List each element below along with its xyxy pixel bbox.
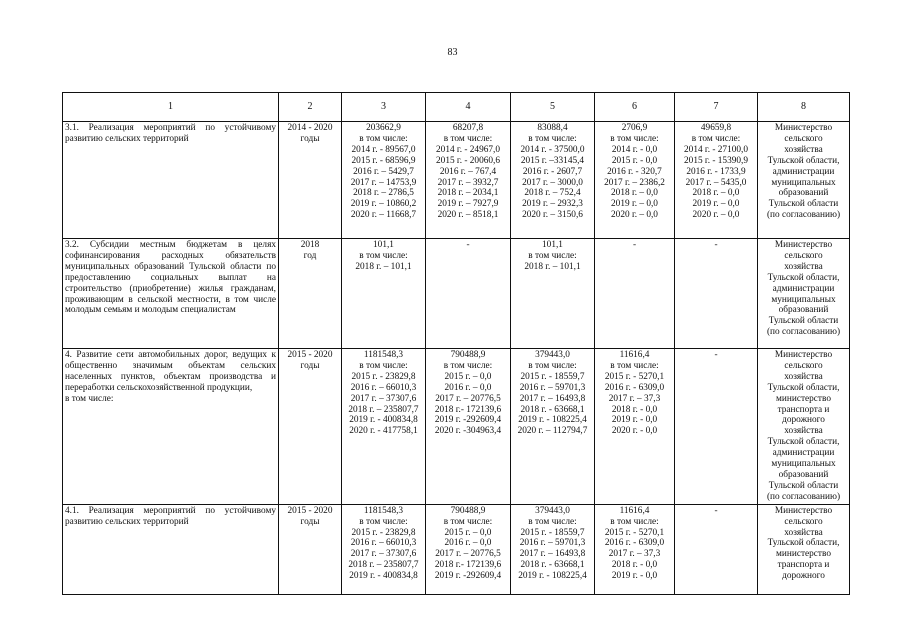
cell-line: в том числе: xyxy=(691,133,741,144)
cell-line: 2016 г. – 767,4 xyxy=(439,166,497,177)
cell-line: 2017 г. – 3932,7 xyxy=(437,177,499,188)
cell-line: 2015 г. - 23829,8 xyxy=(351,371,416,382)
cell-line: транспорта и xyxy=(777,404,830,415)
cell-line: Тульской области xyxy=(768,480,839,491)
cell-line: 2019 г. – 2932,3 xyxy=(522,199,583,210)
local-funding-cell xyxy=(595,349,675,505)
cell-line: 2017 г. – 37307,6 xyxy=(350,393,417,404)
cell-line: 2014 г. - 27100,0 xyxy=(684,144,748,155)
local-funding-cell xyxy=(595,504,675,594)
cell-line: 2017 г. – 20776,5 xyxy=(435,393,501,404)
column-header: 7 xyxy=(675,93,758,122)
cell-line: 2015 г. - 15390,9 xyxy=(684,155,748,166)
cell-line: 2015 г. - 23829,8 xyxy=(351,527,416,538)
cell-line: 2016 г. - 320,7 xyxy=(607,166,662,177)
cell-line: 1181548,3 xyxy=(363,350,404,360)
cell-line: 2020 г. – 112794,7 xyxy=(517,426,588,437)
period-cell xyxy=(279,122,342,239)
regional-funding-cell xyxy=(511,239,595,349)
column-header: 5 xyxy=(511,93,595,122)
federal-funding-cell xyxy=(426,504,511,594)
cell-line: министерство xyxy=(776,393,831,404)
cell-line: 2017 г. – 37,3 xyxy=(608,393,661,404)
cell-line: 379443,0 xyxy=(535,350,570,360)
cell-line: Министерство xyxy=(774,123,833,133)
extrabudget-funding-cell xyxy=(675,122,758,239)
cell-line: в том числе: xyxy=(443,133,493,144)
activity-name: 3.2. Субсидии местным бюджетам в целях софинансирования расходных обязательств муниципальных образований Тульской области по предоставлению социальных выплат на строительство (приобретение) жилья гражданам, проживающим в сельской местности, в том числе молодым семьям и молодым специалистам xyxy=(65,240,276,316)
cell-line: годы xyxy=(300,360,320,371)
cell-line: 2019 г. – 10860,2 xyxy=(350,199,417,210)
cell-line: 2016 г. – 66010,3 xyxy=(350,538,417,549)
cell-line: сельского xyxy=(784,133,823,144)
executor-cell xyxy=(758,122,850,239)
cell-line: 2019 г. - 108225,4 xyxy=(518,571,587,582)
cell-line: 2015 - 2020 xyxy=(287,350,333,360)
cell-line: 2018 xyxy=(300,240,320,250)
program-table xyxy=(62,92,850,595)
cell-line: 2016 г. – 5429,7 xyxy=(353,166,414,177)
cell-line: 2706,9 xyxy=(621,123,648,133)
cell-line: муниципальных xyxy=(771,177,836,188)
cell-line: 2020 г. – 8518,1 xyxy=(437,210,499,221)
cell-line: 2015 г. - 18559,7 xyxy=(520,527,585,538)
cell-line: 2018 г. – 101,1 xyxy=(355,261,412,272)
activity-name: 4.1. Реализация мероприятий по устойчивому развитию сельских территорий xyxy=(65,505,276,527)
cell-line: 2020 г. - 0,0 xyxy=(611,426,658,437)
cell-line: 2018 г. – 235807,7 xyxy=(348,404,419,415)
cell-line: хозяйства xyxy=(784,144,823,155)
cell-line: 2015 г. - 68596,9 xyxy=(351,155,416,166)
cell-line: Тульской области xyxy=(768,316,839,327)
cell-line: Тульской области, xyxy=(767,382,840,393)
cell-line: (по согласованию) xyxy=(766,491,841,502)
cell-line: 2019 г. - 0,0 xyxy=(611,571,658,582)
total-funding-cell xyxy=(342,239,426,349)
cell-line: в том числе: xyxy=(528,516,577,527)
cell-line: транспорта и xyxy=(777,560,830,571)
column-header: 4 xyxy=(426,93,511,122)
cell-line: дорожного xyxy=(782,415,825,426)
cell-line: 2020 г. – 0,0 xyxy=(692,210,740,221)
cell-line: 2018 г. – 2034,1 xyxy=(437,188,499,199)
cell-line: 2017 г. – 16493,8 xyxy=(519,549,586,560)
cell-line: хозяйства xyxy=(784,527,823,538)
cell-line: 2019 г. – 7927,9 xyxy=(437,199,499,210)
cell-line: - xyxy=(466,240,470,250)
cell-line: муниципальных xyxy=(771,294,836,305)
cell-line: Тульской области, xyxy=(767,437,840,448)
cell-line: 2018 г. - 63668,1 xyxy=(520,560,585,571)
cell-line: год xyxy=(303,250,317,261)
cell-line: 790488,9 xyxy=(450,350,486,360)
cell-line: в том числе: xyxy=(359,516,408,527)
activity-name-cell xyxy=(63,239,279,349)
cell-line: образований xyxy=(778,469,829,480)
column-header: 8 xyxy=(758,93,850,122)
column-header: 6 xyxy=(595,93,675,122)
cell-line: 2016 г. – 59701,3 xyxy=(519,538,586,549)
cell-line: 2017 г. – 3000,0 xyxy=(522,177,583,188)
cell-line: 2016 г. - 2607,7 xyxy=(522,166,583,177)
executor-cell xyxy=(758,239,850,349)
cell-line: 11616,4 xyxy=(619,505,650,516)
total-funding-cell xyxy=(342,122,426,239)
cell-line: 2014 г. - 0,0 xyxy=(611,144,658,155)
cell-line: (по согласованию) xyxy=(766,327,841,338)
column-header: 3 xyxy=(342,93,426,122)
cell-line: в том числе: xyxy=(528,133,577,144)
cell-line: 2018 г. – 0,0 xyxy=(692,188,740,199)
cell-line: 2014 г. - 24967,0 xyxy=(436,144,500,155)
cell-line: в том числе: xyxy=(610,133,659,144)
cell-line: 379443,0 xyxy=(535,505,570,516)
cell-line: 2018 г. – 2786,5 xyxy=(353,188,414,199)
cell-line: 2018 г.- 172139,6 xyxy=(434,560,502,571)
cell-line: 101,1 xyxy=(542,240,563,250)
cell-line: 2018 г. – 0,0 xyxy=(611,188,658,199)
extrabudget-funding-cell xyxy=(675,239,758,349)
total-funding-cell xyxy=(342,349,426,505)
cell-line: 2014 г. - 89567,0 xyxy=(351,144,416,155)
cell-line: 2018 г. - 0,0 xyxy=(611,560,658,571)
cell-line: 2019 г. - 400834,8 xyxy=(349,571,418,582)
federal-funding-cell xyxy=(426,239,511,349)
cell-line: 2016 г. - 6309,0 xyxy=(604,538,665,549)
cell-line: в том числе: xyxy=(528,250,577,261)
cell-line: муниципальных xyxy=(771,459,836,470)
cell-line: 2017 г. – 20776,5 xyxy=(435,549,501,560)
extrabudget-funding-cell xyxy=(675,504,758,594)
cell-line: министерство xyxy=(776,549,831,560)
cell-line: 2017 г. – 37,3 xyxy=(608,549,661,560)
cell-line: 2016 г. – 0,0 xyxy=(444,382,492,393)
cell-line: администрации xyxy=(772,448,835,459)
cell-line: 68207,8 xyxy=(452,123,484,133)
cell-line: администрации xyxy=(772,283,835,294)
cell-line: 2015 г. - 5270,1 xyxy=(604,527,665,538)
cell-line: 2018 г. – 235807,7 xyxy=(348,560,419,571)
cell-line: сельского xyxy=(784,360,823,371)
cell-line: 49659,8 xyxy=(700,123,732,133)
cell-line: 2018 г. - 0,0 xyxy=(611,404,658,415)
cell-line: 2018 г. - 63668,1 xyxy=(520,404,585,415)
cell-line: 11616,4 xyxy=(619,350,650,360)
column-header: 2 xyxy=(279,93,342,122)
cell-line: 2016 г. – 0,0 xyxy=(444,538,492,549)
cell-line: 2019 г. - 108225,4 xyxy=(518,415,587,426)
period-cell xyxy=(279,349,342,505)
cell-line: 2019 г. – 0,0 xyxy=(611,199,658,210)
cell-line: годы xyxy=(300,133,320,144)
cell-line: 2019 г. - 400834,8 xyxy=(349,415,418,426)
cell-line: годы xyxy=(300,516,320,527)
cell-line: 83088,4 xyxy=(537,123,568,133)
cell-line: образований xyxy=(778,305,829,316)
table-body xyxy=(63,122,850,595)
cell-line: хозяйства xyxy=(784,371,823,382)
cell-line: - xyxy=(632,240,637,250)
cell-line: Тульской области, xyxy=(767,538,840,549)
activity-name: 4. Развитие сети автомобильных дорог, ведущих к общественно значимым объектам сельских населенных пунктов, объектам производства и переработки сельскохозяйственной продукции, в том числе: xyxy=(65,350,276,404)
cell-line: в том числе: xyxy=(528,360,577,371)
extrabudget-funding-cell xyxy=(675,349,758,505)
regional-funding-cell xyxy=(511,504,595,594)
cell-line: администрации xyxy=(772,166,835,177)
cell-line: 2017 г. – 37307,6 xyxy=(350,549,417,560)
cell-line: 2016 г. - 1733,9 xyxy=(686,166,746,177)
cell-line: 2015 г. - 0,0 xyxy=(611,155,658,166)
activity-name-cell xyxy=(63,504,279,594)
cell-line: 2016 г. - 6309,0 xyxy=(604,382,665,393)
table-row xyxy=(63,504,850,594)
header-row xyxy=(63,93,850,122)
cell-line: 2017 г. – 16493,8 xyxy=(519,393,586,404)
cell-line: сельского xyxy=(784,250,823,261)
cell-line: 790488,9 xyxy=(450,505,486,516)
cell-line: 2020 г. – 11668,7 xyxy=(350,210,417,221)
cell-line: в том числе: xyxy=(359,360,408,371)
cell-line: 2020 г. – 0,0 xyxy=(611,210,658,221)
cell-line: 2018 г. – 101,1 xyxy=(524,261,581,272)
executor-cell xyxy=(758,504,850,594)
cell-line: 2015 - 2020 xyxy=(287,505,333,516)
cell-line: Тульской области xyxy=(768,199,839,210)
regional-funding-cell xyxy=(511,122,595,239)
local-funding-cell xyxy=(595,239,675,349)
cell-line: 2014 г. - 37500,0 xyxy=(520,144,585,155)
activity-name-cell xyxy=(63,122,279,239)
cell-line: Тульской области, xyxy=(767,155,840,166)
cell-line: в том числе: xyxy=(610,516,659,527)
cell-line: 2020 г. -304963,4 xyxy=(434,426,502,437)
cell-line: 203662,9 xyxy=(366,123,401,133)
cell-line: 2015 г. - 5270,1 xyxy=(604,371,665,382)
cell-line: в том числе: xyxy=(359,250,408,261)
cell-line: 101,1 xyxy=(373,240,394,250)
cell-line: 2015 г. - 20060,6 xyxy=(436,155,500,166)
local-funding-cell xyxy=(595,122,675,239)
cell-line: 2019 г. -292609,4 xyxy=(434,571,502,582)
cell-line: - xyxy=(714,505,718,516)
cell-line: дорожного xyxy=(782,571,825,582)
total-funding-cell xyxy=(342,504,426,594)
cell-line: сельского xyxy=(784,516,823,527)
cell-line: - xyxy=(714,350,718,360)
cell-line: 1181548,3 xyxy=(363,505,404,516)
cell-line: в том числе: xyxy=(359,133,408,144)
executor-cell xyxy=(758,349,850,505)
cell-line: 2018 г. – 752,4 xyxy=(524,188,581,199)
cell-line: хозяйства xyxy=(784,426,823,437)
cell-line: (по согласованию) xyxy=(766,210,841,221)
cell-line: 2020 г. – 3150,6 xyxy=(522,210,583,221)
cell-line: 2016 г. – 66010,3 xyxy=(350,382,417,393)
cell-line: образований xyxy=(778,188,829,199)
cell-line: 2017 г. – 14753,9 xyxy=(350,177,417,188)
cell-line: 2017 г. – 5435,0 xyxy=(685,177,747,188)
cell-line: 2020 г. - 417758,1 xyxy=(349,426,418,437)
cell-line: 2015 г. –33145,4 xyxy=(520,155,585,166)
cell-line: 2015 г. - 18559,7 xyxy=(520,371,585,382)
cell-line: - xyxy=(714,240,718,250)
cell-line: в том числе: xyxy=(443,516,493,527)
cell-line: 2014 - 2020 xyxy=(287,123,333,133)
column-header: 1 xyxy=(63,93,279,122)
cell-line: 2019 г. -292609,4 xyxy=(434,415,502,426)
cell-line: Тульской области, xyxy=(767,272,840,283)
cell-line: 2015 г. – 0,0 xyxy=(444,371,492,382)
cell-line: 2019 г. - 0,0 xyxy=(611,415,658,426)
cell-line: Министерство xyxy=(774,350,833,360)
activity-name-cell xyxy=(63,349,279,505)
cell-line: в том числе: xyxy=(610,360,659,371)
federal-funding-cell xyxy=(426,349,511,505)
table-row xyxy=(63,239,850,349)
cell-line: 2016 г. – 59701,3 xyxy=(519,382,586,393)
cell-line: 2015 г. – 0,0 xyxy=(444,527,492,538)
cell-line: Министерство xyxy=(774,240,833,250)
period-cell xyxy=(279,504,342,594)
regional-funding-cell xyxy=(511,349,595,505)
federal-funding-cell xyxy=(426,122,511,239)
table-row xyxy=(63,122,850,239)
period-cell xyxy=(279,239,342,349)
page-number: 83 xyxy=(447,47,458,58)
cell-line: хозяйства xyxy=(784,261,823,272)
cell-line: в том числе: xyxy=(443,360,493,371)
table-row xyxy=(63,349,850,505)
cell-line: 2017 г. – 2386,2 xyxy=(604,177,665,188)
cell-line: Министерство xyxy=(774,505,833,516)
activity-name: 3.1. Реализация мероприятий по устойчивому развитию сельских территорий xyxy=(65,123,276,144)
cell-line: 2019 г. – 0,0 xyxy=(692,199,740,210)
cell-line: 2018 г.- 172139,6 xyxy=(434,404,502,415)
